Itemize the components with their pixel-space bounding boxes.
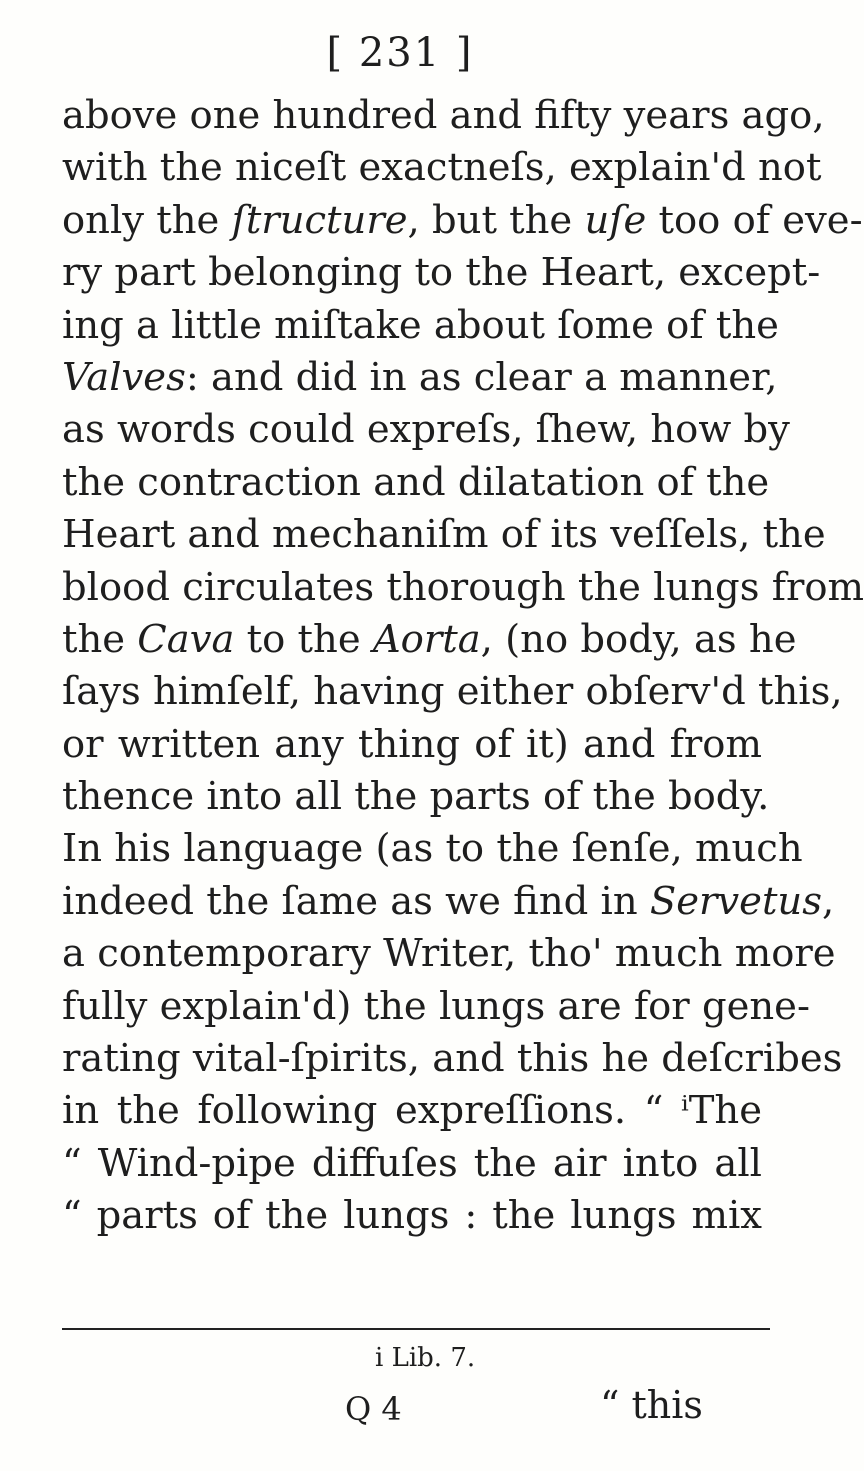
text-line xyxy=(62,666,843,718)
text-line xyxy=(62,719,762,771)
italic-text: Servetus xyxy=(649,878,822,924)
italic-text: Cava xyxy=(137,616,235,662)
text-segment: or written any thing of it) and from xyxy=(62,721,762,767)
text-segment: , xyxy=(821,878,835,924)
text-segment: indeed the ſame as we find in xyxy=(62,878,650,924)
text-line xyxy=(62,928,836,980)
text-line xyxy=(62,195,863,247)
text-segment: blood circulates thorough the lungs from xyxy=(62,564,864,610)
text-segment: with the niceſt exactneſs, explain'd not xyxy=(62,145,822,191)
italic-text: uſe xyxy=(584,197,647,243)
text-segment: , (no body, as he xyxy=(480,616,797,662)
text-line xyxy=(62,876,835,928)
text-segment: , but the xyxy=(407,197,585,243)
text-segment: : and did in as clear a manner, xyxy=(185,354,778,400)
text-line xyxy=(62,404,790,456)
italic-text: Aorta xyxy=(372,616,481,662)
text-line xyxy=(62,771,770,823)
text-segment: in the following expreſſions. “ ⁱThe xyxy=(62,1088,762,1134)
text-segment: the contraction and dilatation of the xyxy=(62,459,770,505)
text-segment: to the xyxy=(234,616,373,662)
footnote: i Lib. 7. xyxy=(375,1343,476,1373)
text-line xyxy=(62,509,826,561)
text-line xyxy=(62,1085,762,1137)
text-line xyxy=(62,1138,762,1190)
text-segment: only the xyxy=(62,197,232,243)
text-segment: too of eve- xyxy=(646,197,863,243)
body-text xyxy=(62,90,864,1243)
text-segment: “ parts of the lungs : the lungs mix xyxy=(62,1193,762,1239)
text-line xyxy=(62,1033,843,1085)
text-line xyxy=(62,823,803,875)
footnote-rule xyxy=(62,1328,770,1330)
text-segment: fully explain'd) the lungs are for gene- xyxy=(62,983,810,1029)
text-line xyxy=(62,981,810,1033)
text-line xyxy=(62,614,797,666)
text-line xyxy=(62,300,779,352)
text-segment: ry part belonging to the Heart, except- xyxy=(62,250,821,296)
text-line xyxy=(62,90,825,142)
text-segment: the xyxy=(62,616,138,662)
text-line xyxy=(62,352,778,404)
text-line xyxy=(62,1190,762,1242)
text-segment: as words could expreſs, ſhew, how by xyxy=(62,407,790,453)
italic-text: Valves xyxy=(62,354,186,400)
text-line xyxy=(62,562,864,614)
text-segment: In his language (as to the ſenſe, much xyxy=(62,826,803,872)
text-line xyxy=(62,457,770,509)
text-segment: ing a little miſtake about ſome of the xyxy=(62,302,779,348)
text-segment: ſays himſelf, having either obſerv'd this, xyxy=(62,669,843,715)
text-line xyxy=(62,142,822,194)
text-segment: Heart and mechaniſm of its veſſels, the xyxy=(62,512,826,558)
text-segment: “ Wind-pipe diffuſes the air into all xyxy=(62,1140,762,1186)
signature-mark: Q 4 xyxy=(345,1390,402,1428)
italic-text: ſtructure xyxy=(231,197,408,243)
page-number: [ 231 ] xyxy=(326,30,474,76)
text-segment: thence into all the parts of the body. xyxy=(62,774,770,820)
catchword: “ this xyxy=(600,1383,703,1427)
text-line xyxy=(62,247,821,299)
text-segment: rating vital-ſpirits, and this he deſcribes xyxy=(62,1036,843,1082)
text-segment: above one hundred and fifty years ago, xyxy=(62,93,825,138)
text-segment: a contemporary Writer, tho' much more xyxy=(62,931,836,977)
